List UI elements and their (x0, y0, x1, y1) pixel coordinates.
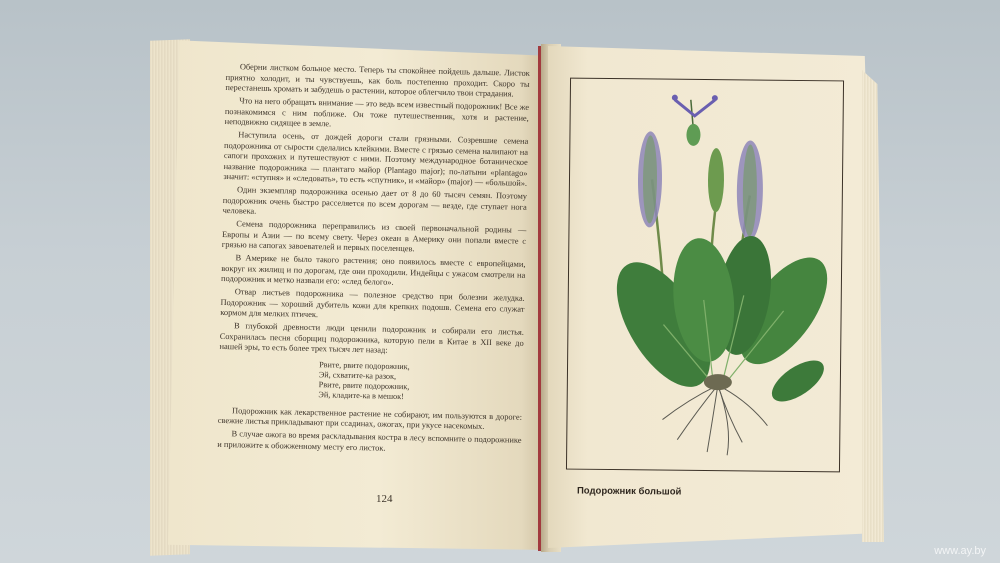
verse-line: Эй, схватите-ка разок, (318, 369, 397, 381)
verse-line: Рвите, рвите подорожник, (318, 379, 410, 391)
paragraph: В глубокой древности люди ценили подорожник и собирали его листья. Сохранилась песня сборщиц подорожника, которую пели в Китае в XII веке до нашей эры, то есть более трех тысяч лет назад: (219, 321, 525, 355)
paragraph: В случае ожога во время раскладывания костра в лесу вспомните о подорожнике и приложите к обожженному месту его листок. (217, 429, 522, 453)
verse-line: Эй, кладите-ка в мешок! (318, 389, 404, 401)
paragraph: Один экземпляр подорожника осенью дает от 8 до 60 тысяч семян. Поэтому подорожник очень быстро расселяется по всем дорогам — везде, где ступает нога человека. (222, 185, 528, 217)
paragraph: Наступила осень, от дождей дороги стали грязными. Созревшие семена подорожника от сырости сделались клейкими. Вместе с грязью семена налипают на сапоги прохожих и путешествуют с ними. Поэтому международное ботаническое название подорожника — плантаго майор (Plantago major); по-латыни «plantago» значит: «ступня» и «следовать», то есть «спутник», и «майор» (major) — «большой». (223, 130, 529, 189)
illustration-frame (566, 78, 844, 473)
illustration-caption: Подорожник большой (576, 485, 682, 498)
page-number: 124 (376, 493, 393, 505)
paragraph: Оберни листком больное место. Теперь ты спокойнее пойдешь дальше. Листок приятно холодит, и ты чувствуешь, как боль постепенно проходит. Скоро ты перестанешь хромать и забудешь о растении, которое облегчило твои страдания. (225, 62, 530, 99)
paragraph: Отвар листьев подорожника — полезное средство при болезни желудка. Подорожник — хороший дубитель кожи для крепких подошв. Семена его служат кормом для мелких птичек. (220, 287, 525, 320)
paragraph: В Америке не было такого растения; оно появилось вместе с европейцами, вокруг их жилищ и по дорогам, где они проходили. Индейцы с ужасом смотрели на подорожник и метко назвали его: «след белого». (220, 253, 526, 288)
flower-detail (671, 95, 718, 146)
page-edges-right (862, 70, 884, 542)
watermark: www.ay.by (934, 545, 986, 557)
left-page-text (217, 62, 530, 459)
plantain-illustration (567, 79, 843, 472)
paragraph: Что на него обращать внимание — это ведь всем известный подорожник! Все же познакомимся с ним поближе. Он тоже путешественник, хотя и растение, неподвижно сидящее в земле. (224, 96, 530, 129)
paragraph: Семена подорожника переправились из своей первоначальной родины — Европы и Азии — по всему свету. Через океан в Америку они попали вместе с грязью на сапогах завоевателей и первых поселенцев. (221, 219, 527, 254)
song-verse (318, 360, 523, 405)
roots (662, 385, 768, 456)
paragraph: Подорожник как лекарственное растение не собирают, им пользуются в дороге: свежие листья прикладывают при ссадинах, ожогах, при укусе насекомых. (217, 405, 523, 432)
verse-line: Рвите, рвите подорожник, (319, 359, 410, 371)
